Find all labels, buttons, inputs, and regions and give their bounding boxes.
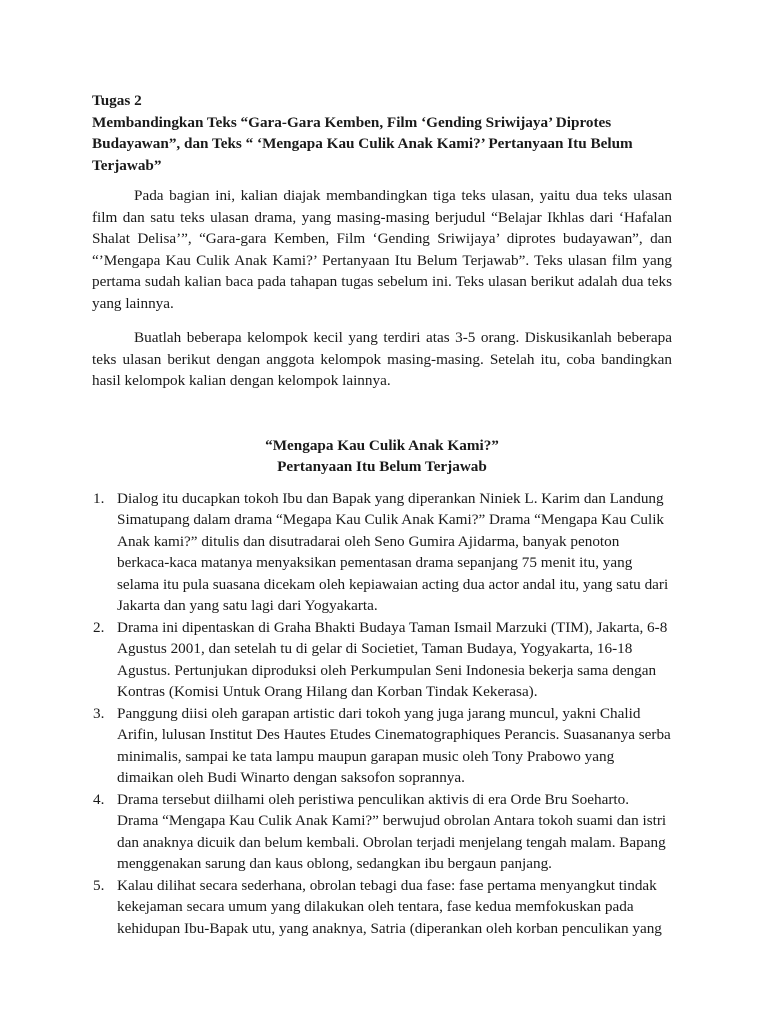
list-item	[92, 617, 672, 703]
list-item-text: Kalau dilihat secara sederhana, obrolan tebagi dua fase: fase pertama menyangkut tindak kekejaman secara umum yang dilakukan oleh tentara, fase kedua memfokuskan pada kehidupan Ibu-Bapak utu, yang anaknya, Satria (diperankan oleh korban penculikan yang	[117, 876, 662, 937]
list-item-number: 4.	[93, 790, 105, 808]
heading-line-2: Membandingkan Teks “Gara-Gara Kemben, Film ‘Gending Sriwijaya’ Diprotes	[92, 113, 612, 131]
list-item	[92, 488, 672, 617]
list-item-number: 5.	[93, 876, 105, 894]
list-item	[92, 703, 672, 789]
review-title-line-2: Pertanyaan Itu Belum Terjawab	[277, 458, 487, 475]
intro-paragraph-part1: Pada bagian ini, kalian diajak membandingkan tiga teks ulasan, yaitu dua teks ulasan film dan satu teks ulasan drama, yang masing-masing berjudul “Belajar Ikhlas dari ‘Hafalan Shalat Delisa’”, “Gara-gara Kemben, Film ‘Gending Sriwijaya’ diprotes budayawan”, dan “’Mengapa Kau Culik Anak Kami?’ Pertanyaan Itu Belum Terjawab”.	[92, 187, 672, 269]
review-list	[92, 488, 672, 940]
list-item-number: 3.	[93, 704, 105, 722]
intro-paragraph	[92, 185, 672, 314]
intro-paragraph-part2: Teks ulasan film yang pertama sudah kalian baca pada tahapan tugas sebelum ini. Teks ulasan berikut adalah dua teks yang lainnya.	[92, 251, 672, 312]
list-item-text: Panggung diisi oleh garapan artistic dari tokoh yang juga jarang muncul, yakni Chalid Arifin, lulusan Institut Des Hautes Etudes Cinematographiques Perancis. Suasananya serba minimalis, sampai ke tata lampu maupun garapan music oleh Tony Prabowo yang dimaikan oleh Budi Winarto dengan saksofon soprannya.	[117, 704, 671, 786]
list-item-number: 2.	[93, 618, 105, 636]
list-item-text: Drama tersebut diilhami oleh peristiwa penculikan aktivis di era Orde Bru Soeharto. Drama “Mengapa Kau Culik Anak Kami?” berwujud obrolan Antara tokoh suami dan istri dan anaknya dicuik dan belum kembali. Obrolan terjadi menjelang tengah malam. Bapang menggenakan sarung dan kaus oblong, sedangkan ibu bergaun panjang.	[117, 790, 667, 872]
list-item-text: Drama ini dipentaskan di Graha Bhakti Budaya Taman Ismail Marzuki (TIM), Jakarta, 6-8 Agustus 2001, dan setelah tu di gelar di Societiet, Taman Budaya, Yogyakarta, 16-18 Agustus. Pertunjukan diproduksi oleh Perkumpulan Seni Indonesia bekerja sama dengan Kontras (Komisi Untuk Orang Hilang dan Korban Tindak Kekerasa).	[117, 618, 668, 700]
review-title-line-1: “Mengapa Kau Culik Anak Kami?”	[265, 436, 499, 454]
list-item-number: 1.	[93, 489, 105, 507]
heading-line-3: Budayawan”, dan Teks “ ‘Mengapa Kau Culik Anak Kami?’ Pertanyaan Itu Belum	[92, 135, 633, 152]
instruction-paragraph: Buatlah beberapa kelompok kecil yang terdiri atas 3-5 orang. Diskusikanlah beberapa teks ulasan berikut dengan anggota kelompok masing-masing. Setelah itu, coba bandingkan hasil kelompok kalian dengan kelompok lainnya.	[92, 329, 672, 389]
list-item-text: Dialog itu ducapkan tokoh Ibu dan Bapak yang diperankan Niniek L. Karim dan Landung Simatupang dalam drama “Megapa Kau Culik Anak Kami?” Drama “Mengapa Kau Culik Anak kami?” ditulis dan disutradarai oleh Seno Gumira Ajidarma, banyak penoton berkaca-kaca matanya menyaksikan pementasan drama sepanjang 75 menit itu, yang selama itu pula suasana dicekam oleh kepiawaian acting dua actor andal itu, yang satu dari Jakarta dan yang satu lagi dari Yogyakarta.	[117, 489, 669, 614]
review-title	[92, 435, 672, 478]
list-item	[92, 875, 672, 940]
document-page	[92, 90, 672, 939]
heading-line-1: Tugas 2	[92, 92, 142, 109]
heading-line-4: Terjawab”	[92, 156, 162, 174]
assignment-heading	[92, 90, 672, 176]
list-item	[92, 789, 672, 875]
